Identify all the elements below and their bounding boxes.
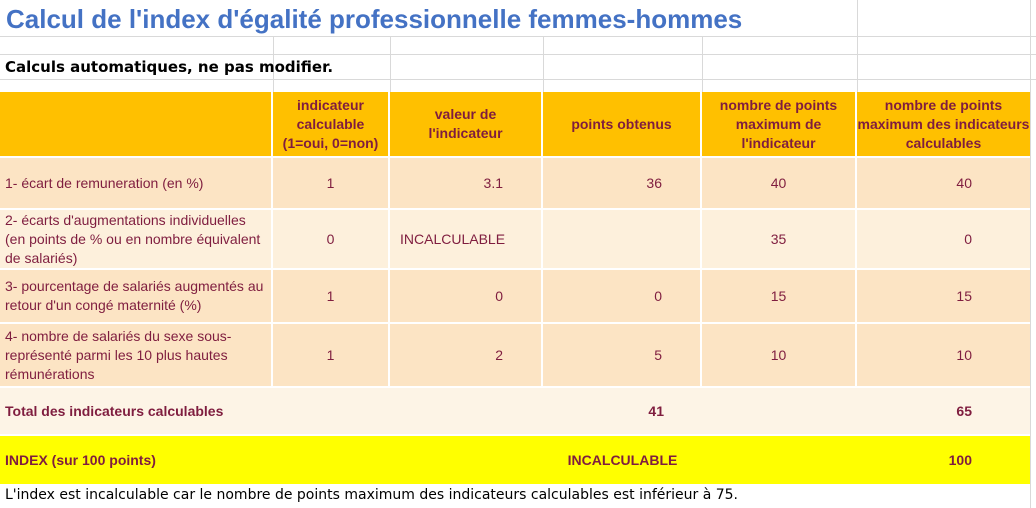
cell-calculable[interactable]: 1 xyxy=(273,158,390,208)
gridline xyxy=(0,54,1036,55)
cell-max-calc[interactable]: 40 xyxy=(857,158,1030,208)
cell-points[interactable]: 5 xyxy=(543,324,702,386)
cell-valeur[interactable]: 2 xyxy=(390,324,543,386)
cell-max[interactable]: 10 xyxy=(702,324,857,386)
footnote: L'index est incalculable car le nombre de points maximum des indicateurs calculables est inférieur à 75. xyxy=(5,487,739,503)
cell-valeur[interactable]: INCALCULABLE xyxy=(390,210,543,268)
cell-valeur[interactable]: 0 xyxy=(390,270,543,322)
header-text: nombre de points maximum des indicateurs calculables xyxy=(857,96,1030,151)
cell-valeur[interactable]: 3.1 xyxy=(390,158,543,208)
header-cell-max[interactable] xyxy=(702,92,857,156)
header-cell-max-calc[interactable] xyxy=(857,92,1030,156)
header-cell-points[interactable] xyxy=(543,92,702,156)
cell-max[interactable]: 35 xyxy=(702,210,857,268)
index-value[interactable]: INCALCULABLE xyxy=(567,452,678,468)
header-cell-valeur[interactable] xyxy=(390,92,543,156)
cell-calculable[interactable]: 0 xyxy=(273,210,390,268)
row-label[interactable]: 3- pourcentage de salariés augmentés au retour d'un congé maternité (%) xyxy=(0,270,273,322)
gridline xyxy=(0,79,1036,80)
cell-max[interactable]: 40 xyxy=(702,158,857,208)
cell-points[interactable]: 0 xyxy=(543,270,702,322)
header-text: points obtenus xyxy=(571,115,672,132)
cell-calculable[interactable]: 1 xyxy=(273,324,390,386)
cell-calculable[interactable]: 1 xyxy=(273,270,390,322)
index-label[interactable]: INDEX (sur 100 points) xyxy=(5,452,156,468)
gridline xyxy=(702,36,703,92)
cell-max-calc[interactable]: 0 xyxy=(857,210,1030,268)
row-label[interactable]: 4- nombre de salariés du sexe sous-représenté parmi les 10 plus hautes rémunérations xyxy=(0,324,273,386)
index-max[interactable]: 100 xyxy=(948,452,972,468)
gridline xyxy=(1030,0,1031,508)
header-cell-label[interactable] xyxy=(0,92,273,156)
gridline xyxy=(543,36,544,92)
total-label[interactable]: Total des indicateurs calculables xyxy=(5,403,224,419)
cell-points[interactable] xyxy=(543,210,702,268)
page-title: Calcul de l'index d'égalité professionnelle femmes-hommes xyxy=(6,4,743,34)
cell-max-calc[interactable]: 15 xyxy=(857,270,1030,322)
gridline xyxy=(857,54,858,92)
row-label[interactable]: 2- écarts d'augmentations individuelles (en points de % ou en nombre équivalent de salariés) xyxy=(0,210,273,268)
subtitle: Calculs automatiques, ne pas modifier. xyxy=(5,58,334,76)
row-label[interactable]: 1- écart de remuneration (en %) xyxy=(0,158,273,208)
total-points[interactable]: 41 xyxy=(648,403,664,419)
header-cell-calculable[interactable] xyxy=(273,92,390,156)
cell-points[interactable]: 36 xyxy=(543,158,702,208)
gridline xyxy=(0,36,1036,37)
cell-max[interactable]: 15 xyxy=(702,270,857,322)
cell-max-calc[interactable]: 10 xyxy=(857,324,1030,386)
header-text: indicateur calculable (1=oui, 0=non) xyxy=(282,96,379,151)
gridline xyxy=(857,0,858,54)
total-max-calc[interactable]: 65 xyxy=(956,403,972,419)
header-text: valeur de l'indicateur xyxy=(428,106,503,141)
gridline xyxy=(390,36,391,92)
header-text: nombre de points maximum de l'indicateur xyxy=(719,96,838,151)
